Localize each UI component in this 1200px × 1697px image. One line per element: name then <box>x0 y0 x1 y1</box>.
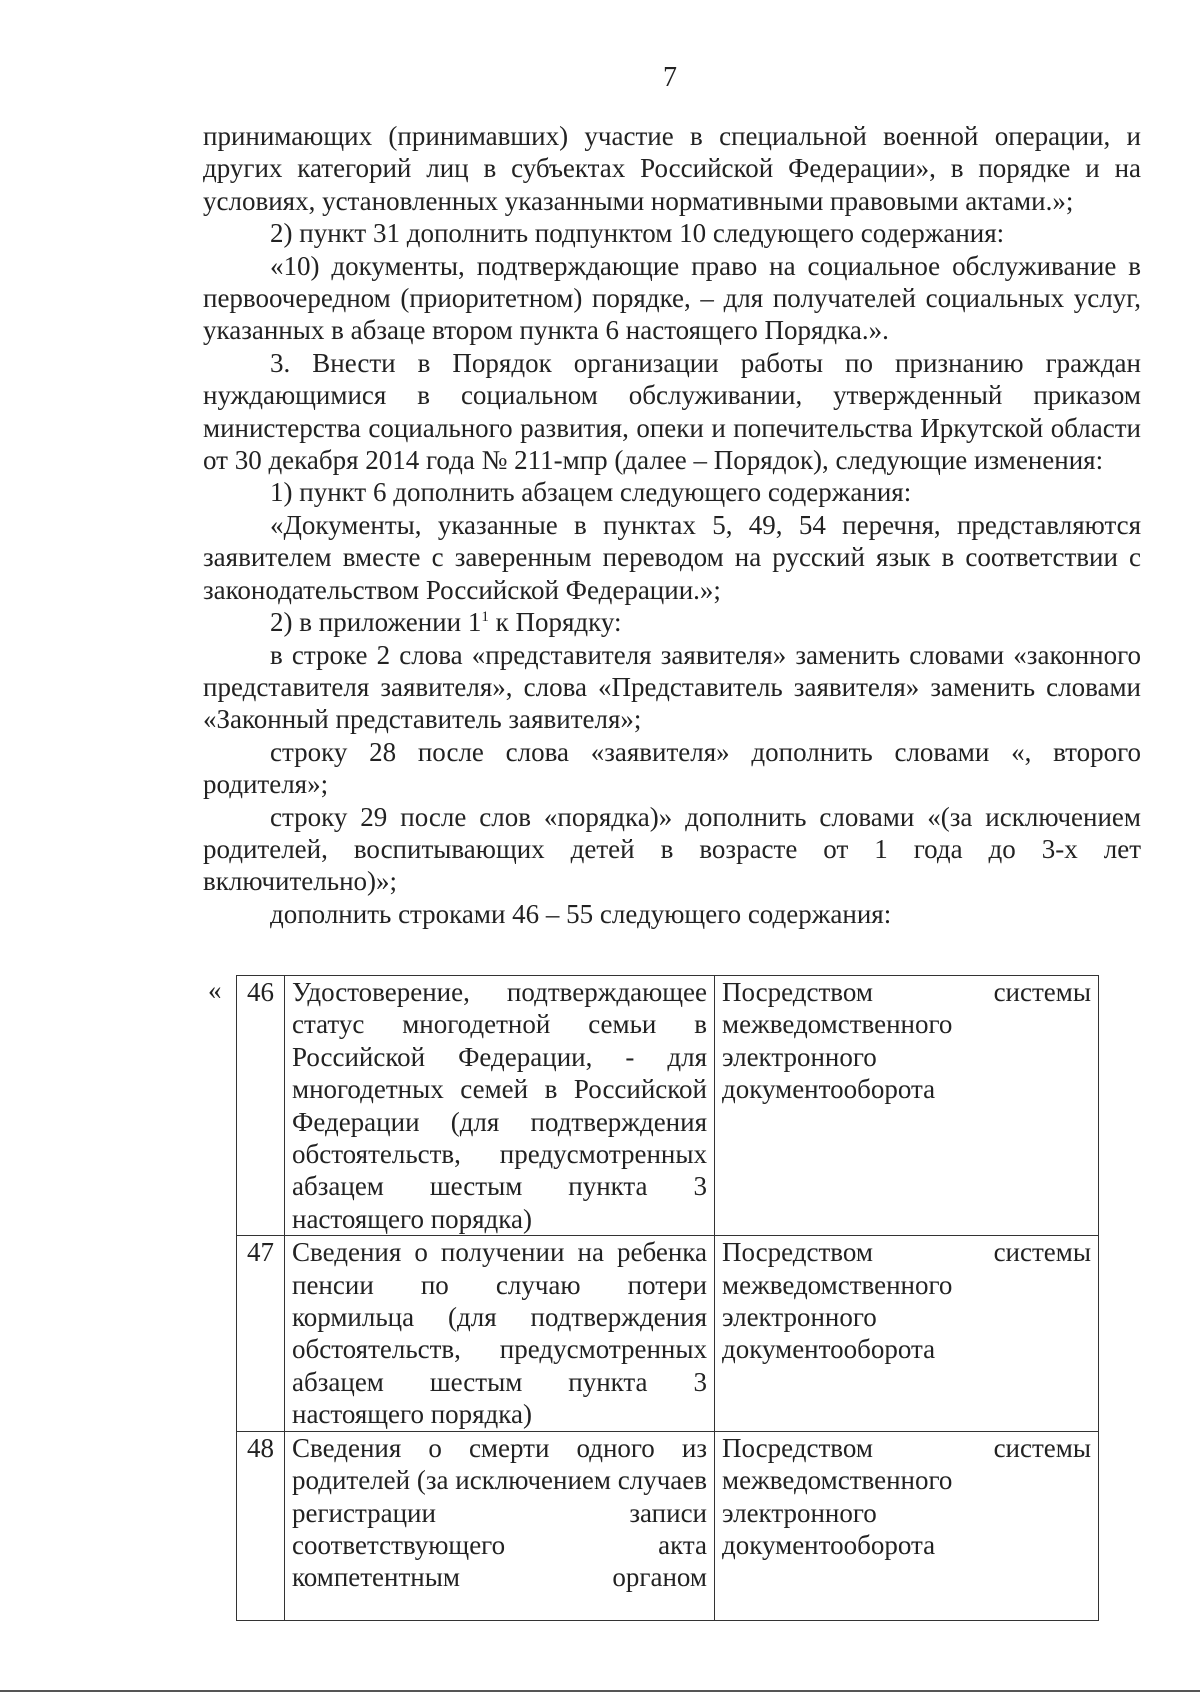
row-method-word-b: системы <box>993 977 1091 1007</box>
paragraph-item-3: 3. Внести в Порядок организации работы по признанию граждан нуждающимися в социальном обслуживании, утвержденный приказом министерства социального развития, опеки и попечительства Иркутской области от 30 декабря 2014 года № 211-мпр (далее – Порядок), следующие изменения: <box>203 347 1141 476</box>
row-number: 48 <box>237 1431 285 1620</box>
row-method-first-line <box>722 1236 1091 1268</box>
row-number: 47 <box>237 1236 285 1431</box>
page-bottom-rule <box>0 1690 1200 1692</box>
row-description <box>285 1431 715 1620</box>
rows-table <box>236 975 1099 1621</box>
row-method-word-b: системы <box>993 1237 1091 1268</box>
row-method <box>715 1236 1099 1431</box>
paragraph-row-29: строку 29 после слов «порядка)» дополнить словами «(за исключением родителей, воспитывающих детей в возрасте от 1 года до 3-х лет включительно)»; <box>203 801 1141 897</box>
row-method-word-a: Посредством <box>722 1432 873 1463</box>
table-row <box>237 1431 1099 1620</box>
row-method-word-a: Посредством <box>722 1237 873 1268</box>
paragraph-row-2: в строке 2 слова «представителя заявителя» заменить словами «законного представителя заявителя», слова «Представитель заявителя» заменить словами «Законный представитель заявителя»; <box>203 639 1141 735</box>
row-method-word-b: системы <box>993 1432 1091 1463</box>
row-method-rest: межведомственного электронного документооборота <box>722 1465 953 1560</box>
table-row <box>237 1236 1099 1431</box>
row-method-rest: межведомственного электронного документооборота <box>722 1009 953 1105</box>
appendix-suffix: к Порядку: <box>488 607 622 638</box>
row-description-text: Удостоверение, подтверждающее статус многодетной семьи в Российской Федерации, - для многодетных семей в Российской Федерации (для подтверждения обстоятельств, предусмотренных абзацем шестым пункта 3 <box>292 977 707 1202</box>
table-row <box>237 976 1099 1236</box>
paragraph-appendix <box>203 606 1141 638</box>
row-description-end: настоящего порядка) <box>292 1399 532 1430</box>
appendix-superscript: 1 <box>481 609 489 626</box>
paragraph-continuation: принимающих (принимавших) участие в специальной военной операции, и других категорий лиц в субъектах Российской Федерации», в порядке и на условиях, установленных указанными нормативными правовыми актами.»; <box>203 121 1141 216</box>
paragraph-row-28: строку 28 после слова «заявителя» дополнить словами «, второго родителя»; <box>203 736 1141 800</box>
row-number: 46 <box>237 976 285 1236</box>
opening-quote: « <box>208 975 222 1005</box>
row-method-word-a: Посредством <box>722 977 873 1007</box>
paragraph-point-31: 2) пункт 31 дополнить подпунктом 10 следующего содержания: <box>270 218 1005 249</box>
row-description-text: Сведения о смерти одного из родителей (за исключением случаев регистрации записи соответствующего акта компетентным органом <box>292 1432 707 1593</box>
page-number: 7 <box>663 62 677 93</box>
row-method <box>715 976 1099 1236</box>
paragraph-subpoint-10: «10) документы, подтверждающие право на социальное обслуживание в первоочередном (приоритетном) порядке, – для получателей социальных услуг, указанных в абзаце втором пункта 6 настоящего Порядка.». <box>203 250 1141 346</box>
paragraph-point-6: 1) пункт 6 дополнить абзацем следующего содержания: <box>270 477 912 508</box>
row-method-first-line <box>722 1432 1091 1464</box>
paragraph-documents-quote: «Документы, указанные в пунктах 5, 49, 54 перечня, представляются заявителем вместе с заверенным переводом на русский язык в соответствии с законодательством Российской Федерации.»; <box>203 509 1141 605</box>
row-description-text: Сведения о получении на ребенка пенсии по случаю потери кормильца (для подтверждения обстоятельств, предусмотренных абзацем шестым пункта 3 <box>292 1237 707 1397</box>
row-description <box>285 976 715 1236</box>
row-method-first-line <box>722 976 1091 1008</box>
row-description <box>285 1236 715 1431</box>
row-method-rest: межведомственного электронного документооборота <box>722 1269 953 1365</box>
paragraph-add-rows: дополнить строками 46 – 55 следующего содержания: <box>270 898 892 929</box>
document-body <box>203 120 1141 930</box>
appendix-prefix: 2) в приложении 1 <box>270 607 482 638</box>
row-method <box>715 1431 1099 1620</box>
row-description-end: настоящего порядка) <box>292 1203 532 1234</box>
